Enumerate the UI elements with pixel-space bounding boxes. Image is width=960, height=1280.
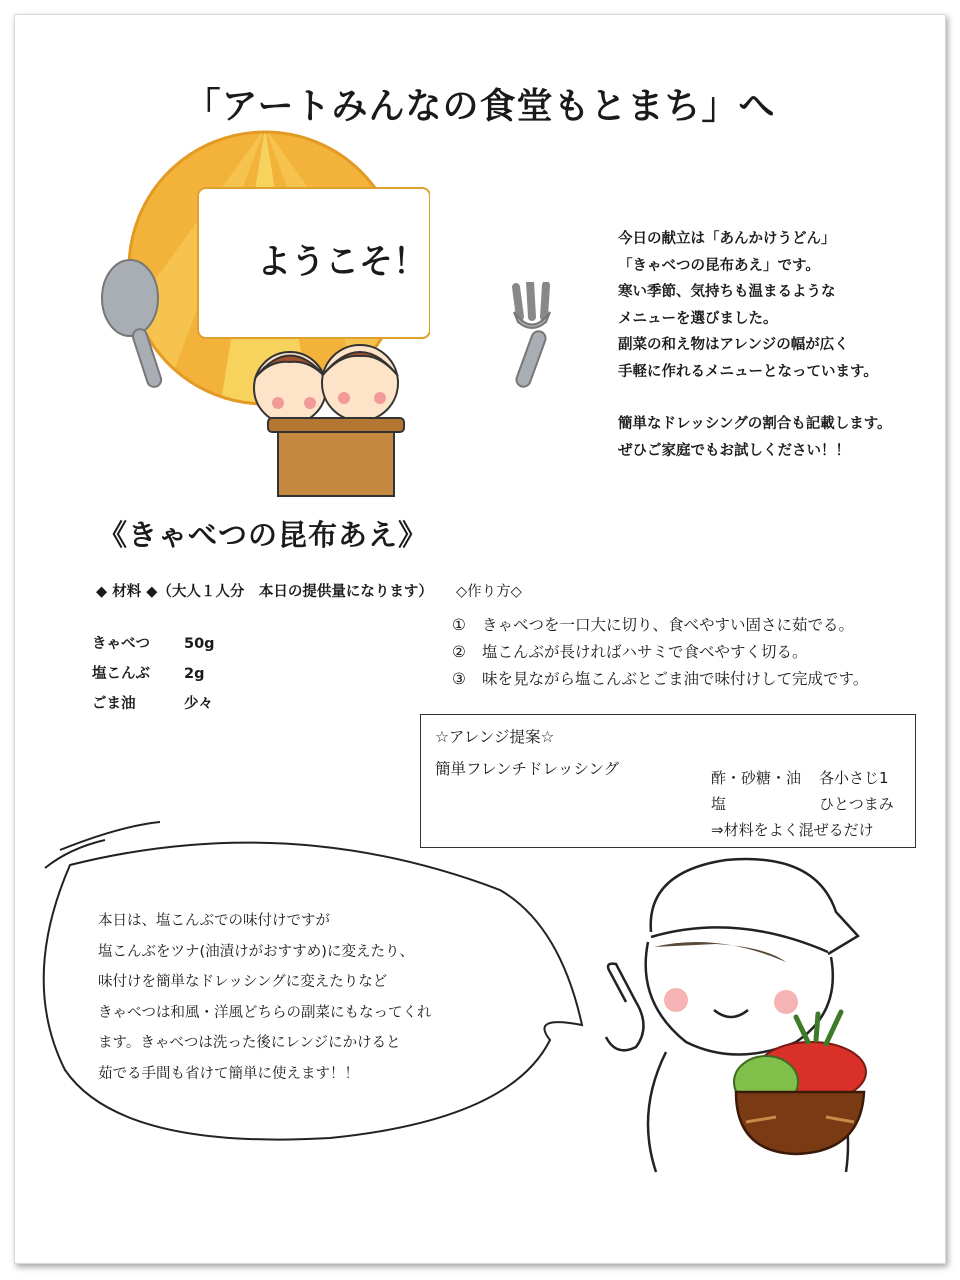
step-item: ③ 味を見ながら塩こんぶとごま油で味付けして完成です。 — [452, 670, 869, 688]
dressing-amount: 各小さじ1 — [819, 769, 889, 787]
steps-list — [452, 612, 868, 693]
ingredient-row: 塩こんぶ 2g — [92, 666, 205, 682]
ingredients-header: ◆ 材料 ◆（大人１人分 本日の提供量になります） — [96, 584, 433, 600]
welcome-text: ようこそ！ — [257, 242, 427, 282]
dressing-note: ⇒材料をよく混ぜるだけ — [711, 821, 874, 839]
page-title: 「アートみんなの食堂もとまち」へ — [184, 86, 776, 127]
ingredient-row: ごま油 少々 — [92, 696, 213, 712]
steps-header: ◇作り方◇ — [456, 584, 522, 600]
dressing-ingredient: 酢・砂糖・油 — [711, 769, 802, 787]
step-item: ① きゃべつを一口大に切り、食べやすい固さに茹でる。 — [452, 616, 855, 634]
dressing-ingredient: 塩 — [711, 795, 727, 813]
chef-illustration — [596, 852, 886, 1192]
step-item: ② 塩こんぶが長ければハサミで食べやすく切る。 — [452, 643, 808, 661]
dressing-amount: ひとつまみ — [819, 795, 894, 813]
arrange-title: ☆アレンジ提案☆ — [435, 728, 555, 746]
fork-icon — [506, 282, 566, 392]
intro-text: 今日の献立は「あんかけうどん」 「きゃべつの昆布あえ」です。 寒い季節、気持ちも温まるような メニューを選びました。 副菜の和え物はアレンジの幅が広く 手軽に作れるメニューとなっています。 簡単なドレッシングの割合も記載します。 ぜひご家庭でもお試しください！！ — [618, 231, 892, 459]
bubble-text: 本日は、塩こんぶでの味付けですが 塩こんぶをツナ(油漬けがおすすめ)に変えたり、 味付けを簡単なドレッシングに変えたりなど きゃべつは和風・洋風どちらの副菜にもなってくれ ます。きゃべつは洗った後にレンジにかけると 茹でる手間も省けて簡単に使えます！！ — [98, 913, 432, 1082]
balloon-illustration — [100, 128, 430, 508]
ingredient-row: きゃべつ 50g — [92, 636, 215, 652]
arrange-subtitle: 簡単フレンチドレッシング — [435, 760, 620, 778]
recipe-title: 《きゃべつの昆布あえ》 — [98, 518, 429, 552]
